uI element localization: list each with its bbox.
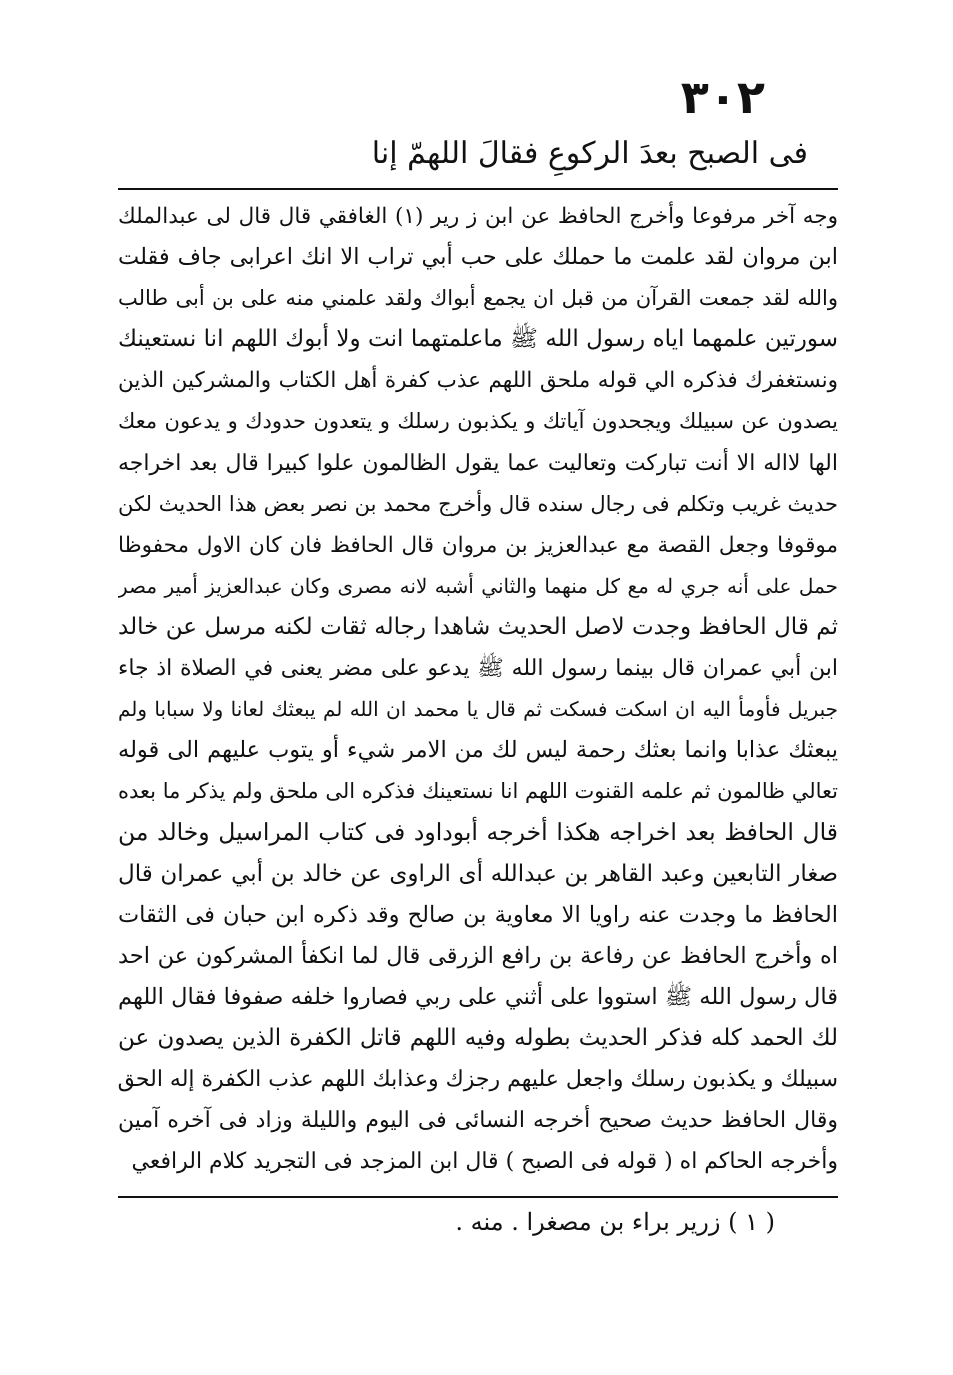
text-line: اه وأخرج الحافظ عن رفاعة بن رافع الزرقى قال لما انكفأ المشركون عن احد [118, 942, 838, 969]
text-line: يبعثك عذابا وانما بعثك رحمة ليس لك من الامر شيء أو يتوب عليهم الى قوله [118, 737, 838, 764]
footnote: ( ١ ) زرير براء بن مصغرا . منه . [455, 1208, 775, 1236]
text-line: وجه آخر مرفوعا وأخرج الحافظ عن ابن ز رير (١) الغافقي قال قال لى عبدالملك [118, 204, 838, 229]
text-line: يصدون عن سبيلك ويجحدون آياتك و يكذبون رسلك و يتعدون حدودك و يدعون معك [118, 409, 838, 434]
text-line: ابن أبي عمران قال بينما رسول الله ﷺ يدعو على مضر يعنى في الصلاة اذ جاء [118, 656, 838, 682]
text-line: موقوفا وجعل القصة مع عبدالعزيز بن مروان قال الحافظ فان كان الاول محفوظا [118, 532, 838, 558]
text-line: ثم قال الحافظ وجدت لاصل الحديث شاهدا رجاله ثقات لكنه مرسل عن خالد [118, 613, 838, 640]
text-line: سورتين علمهما اياه رسول الله ﷺ ماعلمتهما انت ولا أبوك اللهم انا نستعينك [118, 326, 838, 353]
text-line: والله لقد جمعت القرآن من قبل ان يجمع أبواك ولقد علمني منه على بن أبى طالب [118, 286, 838, 311]
text-line: لك الحمد كله فذكر الحديث بطوله وفيه اللهم قاتل الكفرة الذين يصدون عن [118, 1024, 838, 1051]
text-line: الها لااله الا أنت تباركت وتعاليت عما يقول الظالمون علوا كبيرا قال بعد اخراجه [118, 450, 838, 476]
text-line: وأخرجه الحاكم اه ( قوله فى الصبح ) قال ابن المزجد فى التجريد كلام الرافعي [131, 1149, 838, 1175]
text-line: ابن مروان لقد علمت ما حملك على حب أبي تراب الا انك اعرابى جاف فقلت [118, 244, 838, 271]
running-header: فى الصبح بعدَ الركوعِ فقالَ اللهمّ إنا [371, 136, 808, 171]
text-line: حمل على أنه جري له مع كل منهما والثاني أشبه لانه مصرى وكان عبدالعزيز أمير مصر [118, 573, 838, 598]
text-line: تعالي ظالمون ثم علمه القنوت اللهم انا نستعينك فذكره الى ملحق ولم يذكر ما بعده [118, 779, 838, 804]
footnote-rule [118, 1196, 838, 1198]
text-line: قال الحافظ بعد اخراجه هكذا أخرجه أبوداود فى كتاب المراسيل وخالد من [118, 818, 838, 847]
text-line: ونستغفرك فذكره الي قوله ملحق اللهم عذب كفرة أهل الكتاب والمشركين الذين [118, 368, 838, 394]
text-line: سبيلك و يكذبون رسلك واجعل عليهم رجزك وعذابك اللهم عذب الكفرة إله الحق [118, 1066, 838, 1092]
main-text-block [118, 196, 838, 1182]
text-line: صغار التابعين وعبد القاهر بن عبدالله أى الراوى عن خالد بن أبي عمران قال [118, 860, 838, 887]
text-line: جبريل فأومأ اليه ان اسكت فسكت ثم قال يا محمد ان الله لم يبعثك لعانا ولا سبابا ولم [118, 697, 838, 722]
text-line: وقال الحافظ حديث صحيح أخرجه النسائى فى اليوم والليلة وزاد فى آخره آمين [118, 1108, 838, 1134]
header-rule [118, 188, 838, 190]
page-number: ٣٠٢ [680, 70, 765, 124]
text-line: الحافظ ما وجدت عنه راويا الا معاوية بن صالح وقد ذكره ابن حبان فى الثقات [118, 901, 838, 928]
text-line: قال رسول الله ﷺ استووا على أثني على ربي فصاروا خلفه صفوفا فقال اللهم [118, 983, 838, 1010]
text-line: حديث غريب وتكلم فى رجال سنده قال وأخرج محمد بن نصر بعض هذا الحديث لكن [118, 491, 838, 516]
